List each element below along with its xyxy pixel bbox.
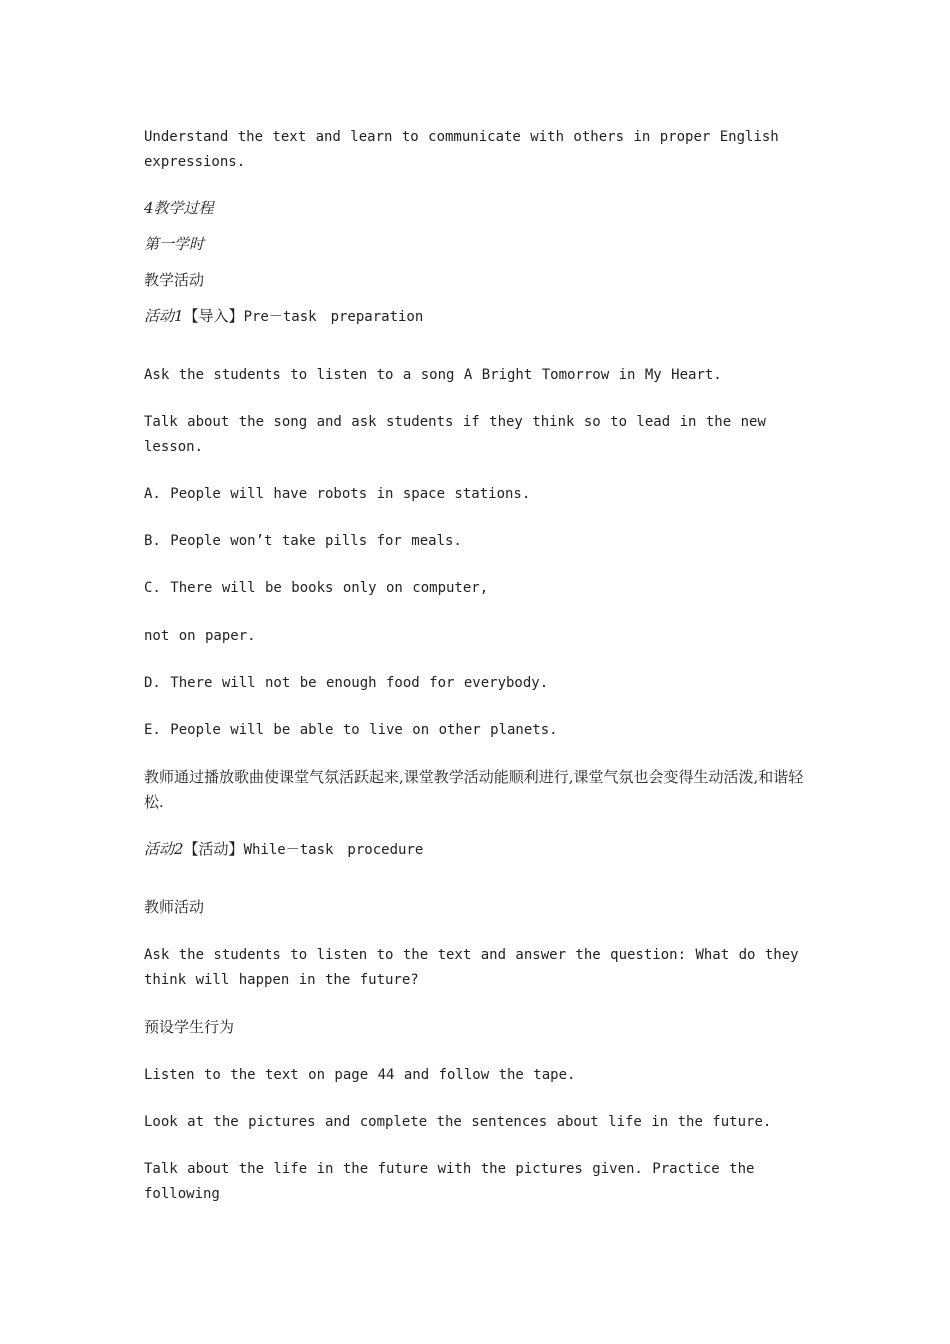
activity1-option-e: E. People will be able to live on other planets. xyxy=(144,722,558,738)
activity1-option-a: A. People will have robots in space stations. xyxy=(144,486,531,502)
activity1-title: Pre－task preparation xyxy=(243,309,424,325)
activity1-option-c-continued: not on paper. xyxy=(144,628,256,644)
activity1-option-b: B. People won’t take pills for meals. xyxy=(144,533,462,549)
student-item-1: Listen to the text on page 44 and follow the tape. xyxy=(144,1067,576,1083)
activity2-heading xyxy=(144,837,806,863)
activity2-prefix: 活动2 xyxy=(144,840,184,858)
activity1-paragraph-1: Ask the students to listen to a song A Bright Tomorrow in My Heart. xyxy=(144,367,722,383)
activity2-tag: 【活动】 xyxy=(183,840,244,858)
student-behavior-heading: 预设学生行为 xyxy=(144,1018,235,1036)
activity1-tag: 【导入】 xyxy=(183,307,244,325)
student-item-2: Look at the pictures and complete the sentences about life in the future. xyxy=(144,1114,772,1130)
activity1-option-c: C. There will be books only on computer, xyxy=(144,580,489,596)
activity1-summary: 教师通过播放歌曲使课堂气氛活跃起来,课堂教学活动能顺利进行,课堂气氛也会变得生动活泼,和谐轻松. xyxy=(144,768,804,811)
activity1-option-d: D. There will not be enough food for everybody. xyxy=(144,675,549,691)
section-heading: 4教学过程 xyxy=(144,199,214,217)
activity2-title: While－task procedure xyxy=(243,842,424,858)
student-item-3: Talk about the life in the future with the pictures given. Practice the following xyxy=(144,1161,755,1202)
teacher-activity-heading: 教师活动 xyxy=(144,898,205,916)
activity1-prefix: 活动1 xyxy=(144,307,184,325)
document-page xyxy=(144,0,806,1344)
activity1-paragraph-2: Talk about the song and ask students if they think so to lead in the new lesson. xyxy=(144,414,766,455)
activities-heading: 教学活动 xyxy=(144,271,205,289)
objective-paragraph: Understand the text and learn to communicate with others in proper English expressions. xyxy=(144,129,779,170)
period-heading: 第一学时 xyxy=(144,235,205,253)
activity1-heading xyxy=(144,304,806,330)
teacher-activity-text: Ask the students to listen to the text and answer the question: What do they think will happen in the future? xyxy=(144,947,799,988)
